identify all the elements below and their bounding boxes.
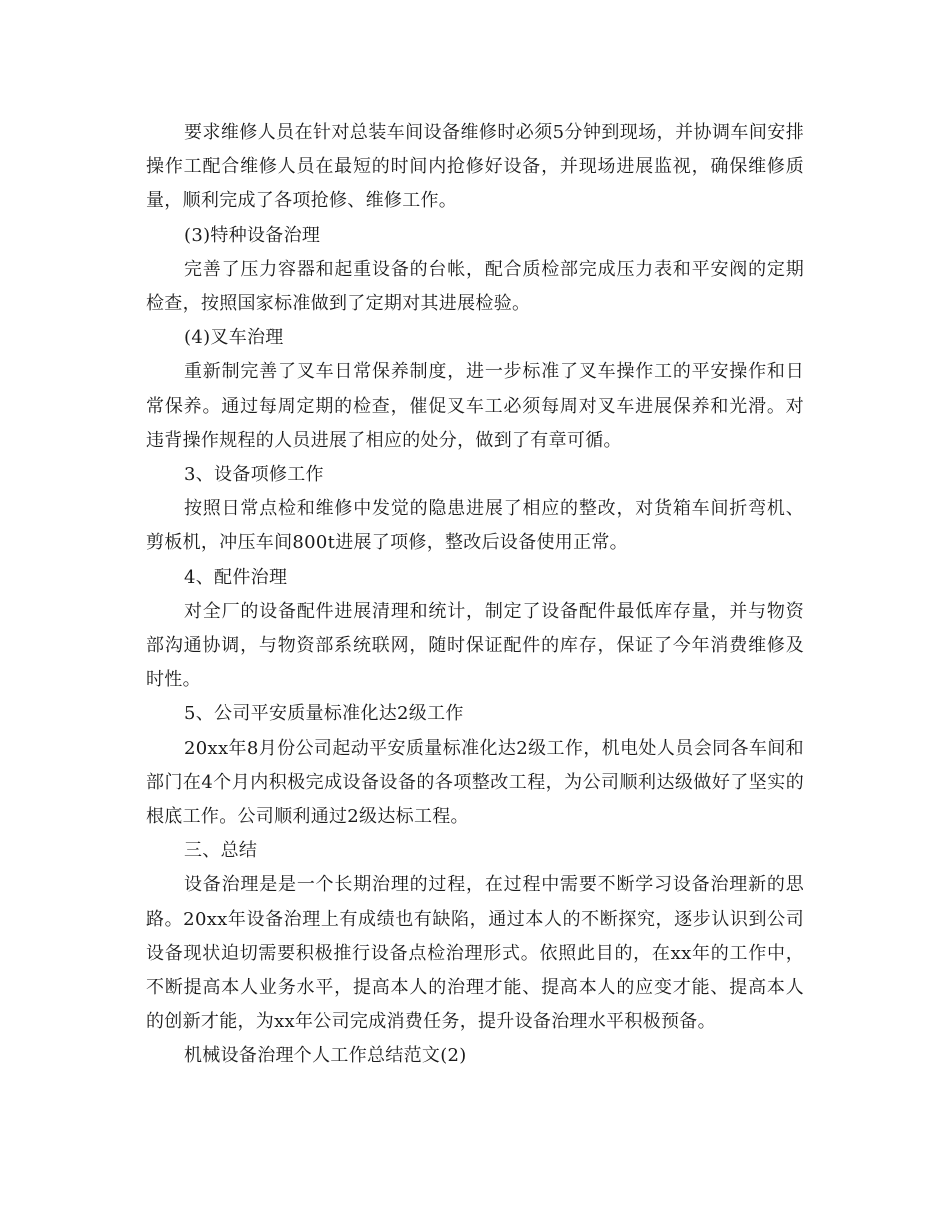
body-paragraph: 20xx年8月份公司起动平安质量标准化达2级工作，机电处人员会同各车间和部门在4个月内积极完成设备设备的各项整改工程，为公司顺利达级做好了坚实的根底工作。公司顺利通过2级达标工程。 (146, 737, 804, 828)
body-paragraph: 设备治理是是一个长期治理的过程，在过程中需要不断学习设备治理新的思路。20xx年设备治理上有成绩也有缺陷，通过本人的不断探究，逐步认识到公司设备现状迫切需要积极推行设备点检治理形式。依照此目的，在xx年的工作中，不断提高本人业务水平，提高本人的治理才能、提高本人的应变才能、提高本人的创新才能，为xx年公司完成消费任务，提升设备治理水平积极预备。 (146, 874, 804, 1033)
section-heading: (3)特种设备治理 (184, 224, 321, 246)
body-paragraph: 重新制完善了叉车日常保养制度，进一步标准了叉车操作工的平安操作和日常保养。通过每周定期的检查，催促叉车工必须每周对叉车进展保养和光滑。对违背操作规程的人员进展了相应的处分，做到了有章可循。 (146, 361, 804, 451)
body-paragraph: 完善了压力容器和起重设备的台帐，配合质检部完成压力表和平安阀的定期检查，按照国家标准做到了定期对其进展检验。 (146, 258, 804, 315)
section-heading: 3、设备项修工作 (184, 464, 324, 486)
body-paragraph: 对全厂的设备配件进展清理和统计，制定了设备配件最低库存量，并与物资部沟通协调，与物资部系统联网，随时保证配件的库存，保证了今年消费维修及时性。 (146, 600, 804, 691)
section-heading: 5、公司平安质量标准化达2级工作 (184, 703, 464, 725)
body-paragraph: 要求维修人员在针对总装车间设备维修时必须5分钟到现场，并协调车间安排操作工配合维修人员在最短的时间内抢修好设备，并现场进展监视，确保维修质量，顺利完成了各项抢修、维修工作。 (146, 122, 804, 212)
body-paragraph: 按照日常点检和维修中发觉的隐患进展了相应的整改，对货箱车间折弯机、剪板机，冲压车间800t进展了项修，整改后设备使用正常。 (146, 498, 804, 554)
section-heading: 三、总结 (184, 840, 258, 862)
document-body (146, 116, 804, 1074)
section-heading: (4)叉车治理 (184, 327, 284, 349)
document-title: 机械设备治理个人工作总结范文(2) (184, 1045, 467, 1067)
section-heading: 4、配件治理 (184, 566, 288, 588)
